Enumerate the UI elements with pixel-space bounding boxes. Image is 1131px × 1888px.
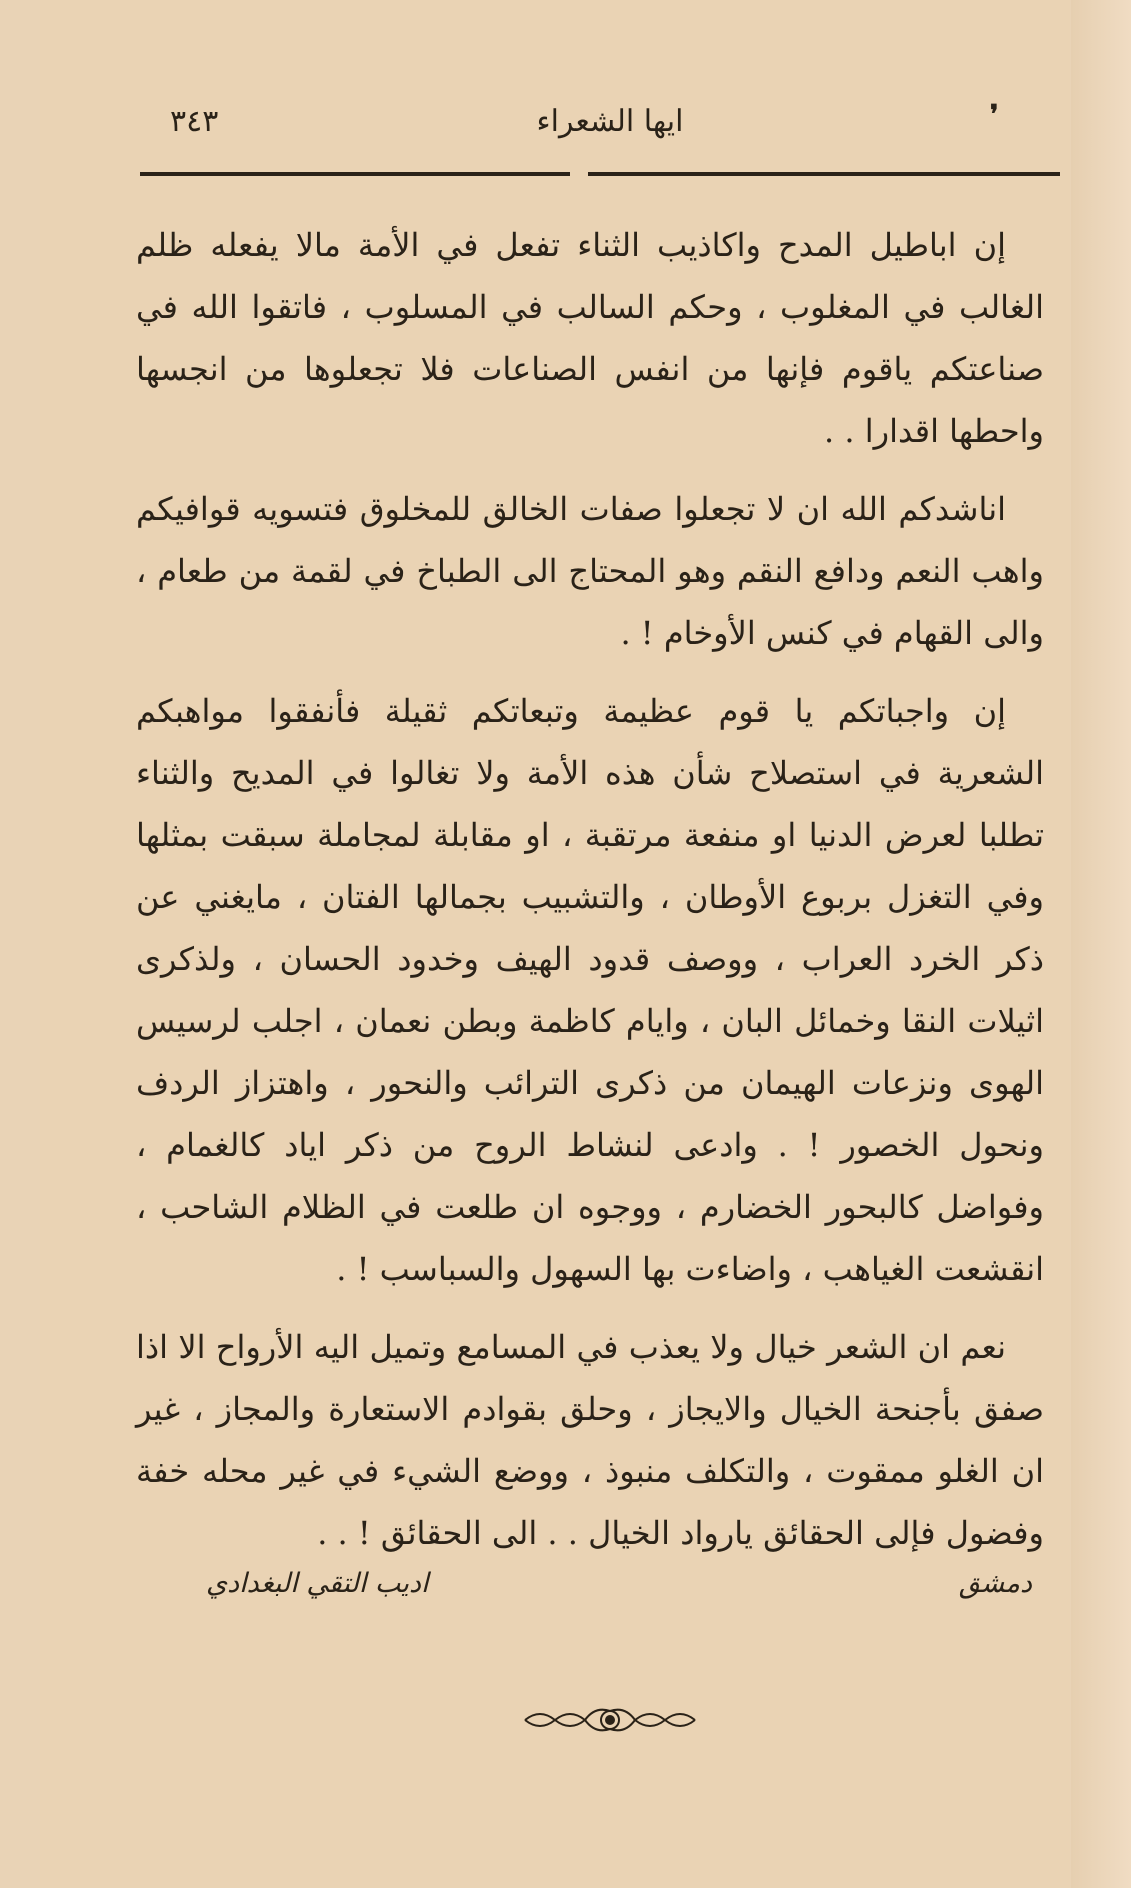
book-page (40, 0, 1070, 1888)
paragraph-2: اناشدكم الله ان لا تجعلوا صفات الخالق للمخلوق فتسويه قوافيكم واهب النعم ودافع النقم وهو المحتاج الى الطباخ في لقمة من طعام ، والى القهام في كنس الأوخام ! . (136, 490, 1044, 652)
scan-margin (1071, 0, 1131, 1888)
signature-place: دمشق (958, 1568, 1032, 1599)
article-body (136, 214, 1044, 1580)
header-rule (140, 172, 1060, 176)
page-header (170, 100, 1050, 154)
header-rule-gap (570, 172, 588, 176)
page-number: ٣٤٣ (170, 104, 219, 139)
running-title: ايها الشعراء (536, 104, 684, 139)
paragraph-1: إن اباطيل المدح واكاذيب الثناء تفعل في الأمة مالا يفعله ظلم الغالب في المغلوب ، وحكم السالب في المسلوب ، فاتقوا الله في صناعتكم ياقوم فإنها من انفس الصناعات فلا تجعلوها من انجسها واحطها اقدارا . . (136, 226, 1045, 450)
end-ornament-icon (520, 1700, 700, 1740)
signature-author: اديب التقي البغدادي (206, 1568, 429, 1599)
header-ink-mark: ❜ (990, 100, 999, 130)
paragraph-4: نعم ان الشعر خيال ولا يعذب في المسامع وتميل اليه الأرواح الا اذا صفق بأجنحة الخيال والايجاز ، وحلق بقوادم الاستعارة والمجاز ، غير ان الغلو ممقوت ، والتكلف منبوذ ، ووضع الشيء في غير محله خفة وفضول فإلى الحقائق يارواد الخيال . . الى الحقائق ! . . (136, 1328, 1044, 1552)
paragraph-3: إن واجباتكم يا قوم عظيمة وتبعاتكم ثقيلة فأنفقوا مواهبكم الشعرية في استصلاح شأن هذه الأمة ولا تغالوا في المديح والثناء تطلبا لعرض الدنيا او منفعة مرتقبة ، او مقابلة لمجاملة سبقت بمثلها وفي التغزل بربوع الأوطان ، والتشبيب بجمالها الفتان ، مايغني عن ذكر الخرد العراب ، ووصف قدود الهيف وخدود الحسان ، ولذكرى اثيلات النقا وخمائل البان ، وايام كاظمة وبطن نعمان ، اجلب لرسيس الهوى ونزعات الهيمان من ذكرى الترائب والنحور ، واهتزاز الردف ونحول الخصور ! . وادعى لنشاط الروح من ذكر اياد كالغمام ، وفواضل كالبحور الخضارم ، ووجوه ان طلعت في الظلام الشاحب ، انقشعت الغياهب ، واضاءت بها السهول والسباسب ! . (136, 692, 1045, 1288)
signature-line (136, 1568, 1044, 1618)
